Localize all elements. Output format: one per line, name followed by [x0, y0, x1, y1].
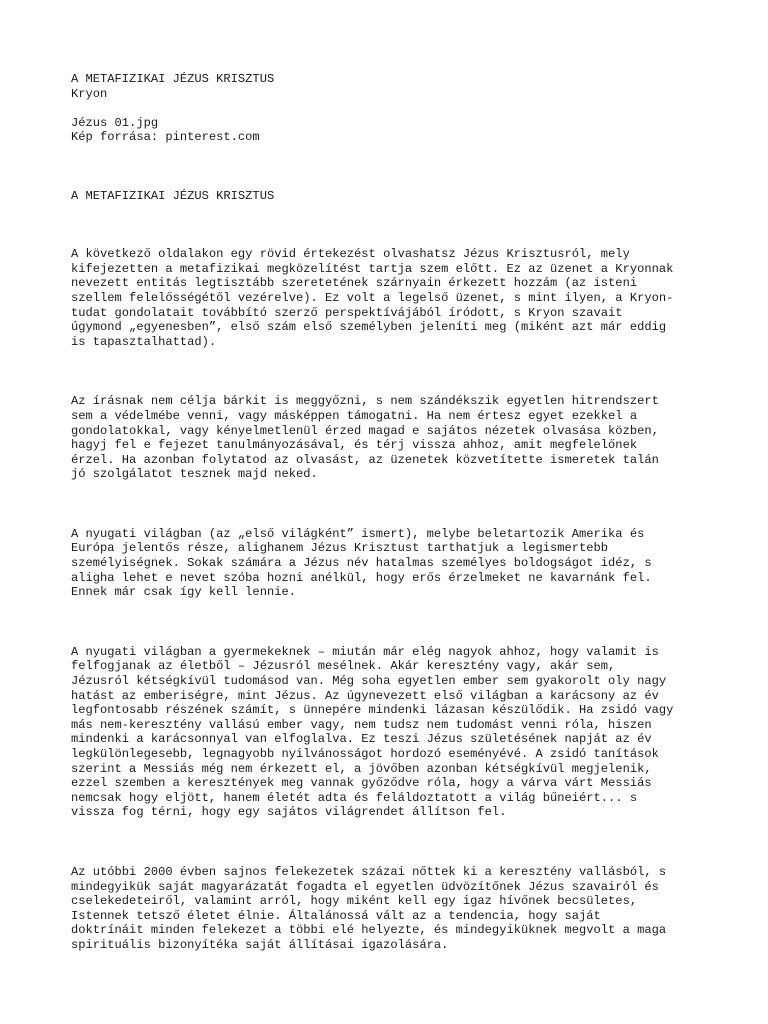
paragraph-line: aligha lehet e nevet szóba hozni anélkül, hogy erős érzelmeket ne kavarnánk fel.: [71, 570, 652, 585]
paragraph-western-world: [71, 527, 701, 600]
paragraph-line: A nyugati világban a gyermekeknek – miután már elég nagyok ahhoz, hogy valamit is: [71, 644, 659, 659]
document-author: Kryon: [71, 86, 108, 101]
paragraph-denominations: [71, 865, 701, 953]
paragraph-line: Jézusról kétségkívül tudomásod van. Még soha egyetlen ember sem gyakorolt oly nagy: [71, 674, 667, 689]
paragraph-line: érzel. Ha azonban folytatod az olvasást, az üzenetek közvetítette ismeretek talán: [71, 452, 659, 467]
paragraph-line: legfontosabb részének számít, s ünnepére mindenki lázasan készülődik. Ha zsidó vagy: [71, 703, 674, 718]
image-filename: Jézus 01.jpg: [71, 115, 159, 130]
document-title: A METAFIZIKAI JÉZUS KRISZTUS: [71, 72, 275, 86]
paragraph-line: szerint a Messiás még nem érkezett el, a jövőben azonban kétségkívül megjelenik,: [71, 761, 652, 776]
paragraph-disclaimer: [71, 394, 701, 482]
spacer: [71, 600, 701, 645]
paragraph-line: felfogjanak az életből – Jézusról mesélnek. Akár keresztény vagy, akár sem,: [71, 659, 616, 674]
paragraph-line: Az utóbbi 2000 évben sajnos felekezetek százai nőttek ki a keresztény vallásból, s: [71, 864, 667, 879]
paragraph-line: vissza fog térni, hogy egy sajátos világrendet állítson fel.: [71, 805, 507, 820]
paragraph-intro: [71, 247, 701, 349]
paragraph-line: úgymond „egyenesben”, első szám első személyben jeleníti meg (miként azt már eddig: [71, 320, 667, 335]
spacer: [71, 820, 701, 865]
paragraph-line: nemcsak hogy eljött, hanem életét adta és feláldoztatott a világ bűneiért... s: [71, 790, 638, 805]
paragraph-line: sem a védelmébe venni, vagy másképpen támogatni. Ha nem értesz egyet ezekkel a: [71, 408, 638, 423]
spacer: [71, 145, 701, 189]
blank-line: [71, 101, 701, 116]
paragraph-line: más nem-keresztény vallású ember vagy, nem tudsz nem tudomást venni róla, hiszen: [71, 717, 652, 732]
paragraph-line: nevezett entitás legtisztább szeretetének szárnyain érkezett hozzám (az isteni: [71, 276, 638, 291]
paragraph-line: spirituális bizonyítéka saját állításai igazolására.: [71, 937, 449, 952]
paragraph-line: Ennek már csak így kell lennie.: [71, 585, 296, 600]
paragraph-line: hagyj fel e fejezet tanulmányozásával, és térj vissza ahhoz, amit megfelelőnek: [71, 438, 638, 453]
paragraph-line: A nyugati világban (az „első világként” ismert), melybe beletartozik Amerika és: [71, 526, 645, 541]
spacer: [71, 349, 701, 394]
paragraph-line: kifejezetten a metafizikai megközelítést tartja szem előtt. Ez az üzenet a Kryonnak: [71, 261, 674, 276]
paragraph-line: jó szolgálatot tesznek majd neked.: [71, 467, 318, 482]
paragraph-line: Az írásnak nem célja bárkit is meggyőzni, s nem szándékszik egyetlen hitrendszert: [71, 394, 659, 409]
paragraph-line: mindenki a karácsonnyal van elfoglalva. Ez teszi Jézus születésének napját az év: [71, 732, 652, 747]
paragraph-line: is tapasztalhattad).: [71, 334, 217, 349]
paragraph-children: [71, 645, 701, 820]
image-source: Kép forrása: pinterest.com: [71, 130, 260, 145]
paragraph-line: Istennek tetsző életet élnie. Általánossá vált az a tendencia, hogy saját: [71, 908, 601, 923]
paragraph-line: személyiségnek. Sokak számára a Jézus név hatalmas személyes boldogságot idéz, s: [71, 556, 652, 571]
paragraph-line: legkülönlegesebb, legnagyobb nyilvánosságot hordozó eseményévé. A zsidó tanítások: [71, 747, 659, 761]
paragraph-line: tudat gondolatait továbbító szerző perspektívájából íródott, s Kryon szavait: [71, 305, 623, 320]
section-title: A METAFIZIKAI JÉZUS KRISZTUS: [71, 188, 275, 203]
paragraph-line: cselekedeteiről, valamint arról, hogy miként kell egy igaz hívőnek becsületes,: [71, 894, 638, 909]
spacer: [71, 203, 701, 247]
paragraph-line: mindegyikük saját magyarázatát fogadta el egyetlen üdvözítőnek Jézus szavairól és: [71, 879, 659, 894]
paragraph-line: A következő oldalakon egy rövid értekezést olvashatsz Jézus Krisztusról, mely: [71, 247, 630, 262]
paragraph-line: szellem felelősségétől vezérelve). Ez volt a legelső üzenet, s mint ilyen, a Kryon-: [71, 290, 674, 305]
paragraph-line: Európa jelentős része, alighanem Jézus Krisztust tarthatjuk a legismertebb: [71, 541, 609, 556]
paragraph-line: ezzel szemben a keresztények meg vannak győződve róla, hogy a várva várt Messiás: [71, 776, 652, 791]
document-page: [71, 72, 701, 953]
paragraph-line: hatást az emberiségre, mint Jézus. Az úgynevezett első világban a karácsony az év: [71, 688, 659, 703]
spacer: [71, 482, 701, 527]
paragraph-line: gondolatokkal, vagy kényelmetlenül érzed magad e sajátos nézetek olvasása közben,: [71, 423, 659, 438]
paragraph-line: doktrínáit minden felekezet a többi elé helyezte, és mindegyiküknek megvolt a maga: [71, 923, 667, 938]
